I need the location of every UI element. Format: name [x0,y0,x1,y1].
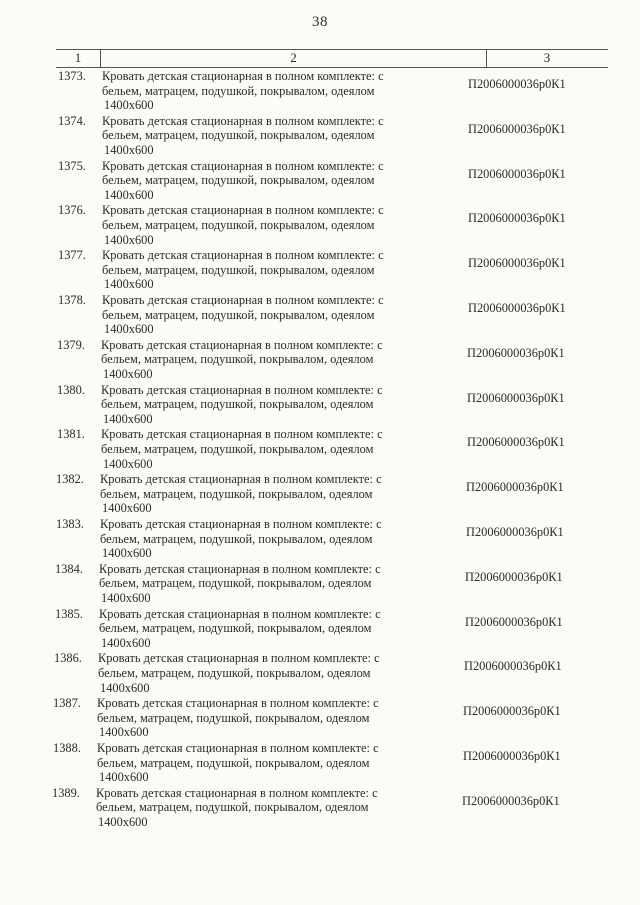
description-line-2: бельем, матрацем, подушкой, покрывалом, одеялом [102,262,375,277]
header-col-2: 2 [100,50,487,67]
description-line-2: бельем, матрацем, подушкой, покрывалом, одеялом [97,710,370,725]
table-row [0,67,640,112]
description-line-3: 1400х600 [104,232,154,247]
row-code: П2006000036р0К1 [462,793,560,808]
header-col-1: 1 [74,50,82,65]
description-line-1: Кровать детская стационарная в полном комплекте: с [102,69,384,83]
table-row [0,157,640,202]
row-code: П2006000036р0К1 [464,659,562,674]
table-row [0,739,640,784]
description-line-1: Кровать детская стационарная в полном комплекте: с [101,337,383,352]
row-number: 1383. [56,516,84,531]
row-code: П2006000036р0К1 [468,300,566,315]
row-code: П2006000036р0К1 [467,435,565,450]
description-line-2: бельем, матрацем, подушкой, покрывалом, одеялом [98,665,371,680]
row-description [99,607,419,651]
table-row [0,381,640,426]
description-line-1: Кровать детская стационарная в полном комплекте: с [102,248,384,263]
description-line-2: бельем, матрацем, подушкой, покрывалом, одеялом [101,441,374,456]
row-description [101,383,421,427]
description-line-1: Кровать детская стационарная в полном комплекте: с [100,472,382,487]
description-line-3: 1400х600 [99,725,149,740]
table-row [0,605,640,650]
row-code: П2006000036р0К1 [465,614,563,629]
row-description [102,203,422,247]
row-description [102,69,422,113]
description-line-2: бельем, матрацем, подушкой, покрывалом, одеялом [100,531,373,546]
description-line-2: бельем, матрацем, подушкой, покрывалом, одеялом [102,83,375,98]
description-line-2: бельем, матрацем, подушкой, покрывалом, одеялом [100,486,373,501]
row-description [102,293,422,337]
description-line-1: Кровать детская стационарная в полном комплекте: с [98,651,380,666]
description-line-1: Кровать детская стационарная в полном комплекте: с [102,113,384,128]
description-line-3: 1400х600 [103,366,153,381]
row-description [102,248,422,292]
row-code: П2006000036р0К1 [463,748,561,763]
description-line-2: бельем, матрацем, подушкой, покрывалом, одеялом [101,397,374,412]
row-number: 1382. [56,472,84,487]
description-line-2: бельем, матрацем, подушкой, покрывалом, одеялом [96,800,369,815]
table-row [0,560,640,605]
description-line-1: Кровать детская стационарная в полном комплекте: с [97,740,379,755]
row-description [101,338,421,382]
row-number: 1384. [55,561,83,576]
description-line-3: 1400х600 [102,501,152,516]
row-number: 1380. [57,382,85,397]
row-code: П2006000036р0К1 [466,524,564,539]
row-code: П2006000036р0К1 [467,390,565,405]
description-line-3: 1400х600 [99,770,149,785]
description-line-1: Кровать детская стационарная в полном комплекте: с [99,561,381,576]
description-line-3: 1400х600 [98,814,148,829]
row-number: 1378. [58,292,86,307]
row-description [96,786,416,830]
table-row [0,112,640,157]
row-code: П2006000036р0К1 [467,345,565,360]
row-code: П2006000036р0К1 [465,569,563,584]
row-description [99,562,419,606]
page-number: 38 [312,14,328,30]
row-number: 1386. [54,651,82,666]
table-row [0,425,640,470]
table-row [0,336,640,381]
row-number: 1385. [55,606,83,621]
row-number: 1387. [53,696,81,711]
table-row [0,246,640,291]
description-line-2: бельем, матрацем, подушкой, покрывалом, одеялом [102,128,375,143]
description-line-2: бельем, матрацем, подушкой, покрывалом, одеялом [99,576,372,591]
row-number: 1389. [52,785,80,800]
description-line-3: 1400х600 [104,277,154,292]
row-code: П2006000036р0К1 [468,256,566,271]
description-line-2: бельем, матрацем, подушкой, покрывалом, одеялом [102,173,375,188]
row-number: 1377. [58,248,86,263]
table-row [0,470,640,515]
row-code: П2006000036р0К1 [466,480,564,495]
description-line-1: Кровать детская стационарная в полном комплекте: с [97,696,379,711]
description-line-3: 1400х600 [101,635,151,650]
row-description [100,517,420,561]
description-line-3: 1400х600 [103,411,153,426]
row-code: П2006000036р0К1 [468,121,566,136]
row-description [100,472,420,516]
header-col-3: 3 [543,50,551,65]
row-description [101,427,421,471]
row-code: П2006000036р0К1 [468,166,566,181]
row-number: 1388. [53,740,81,755]
description-line-1: Кровать детская стационарная в полном комплекте: с [102,203,384,218]
row-description [97,741,417,785]
row-number: 1379. [57,337,85,352]
row-description [102,114,422,158]
description-line-1: Кровать детская стационарная в полном комплекте: с [102,292,384,307]
description-line-3: 1400х600 [104,187,154,202]
description-line-1: Кровать детская стационарная в полном комплекте: с [101,382,383,397]
description-line-1: Кровать детская стационарная в полном комплекте: с [99,606,381,621]
description-line-2: бельем, матрацем, подушкой, покрывалом, одеялом [97,755,370,770]
row-code: П2006000036р0К1 [463,704,561,719]
table-row [0,784,640,829]
row-description [102,159,422,203]
table-header [56,49,608,68]
table-row [0,649,640,694]
description-line-2: бельем, матрацем, подушкой, покрывалом, одеялом [99,621,372,636]
row-description [97,696,417,740]
row-code: П2006000036р0К1 [468,77,566,91]
description-line-2: бельем, матрацем, подушкой, покрывалом, одеялом [101,352,374,367]
description-line-2: бельем, матрацем, подушкой, покрывалом, одеялом [102,307,375,322]
row-number: 1381. [57,427,85,442]
row-code: П2006000036р0К1 [468,211,566,226]
table-row [0,291,640,336]
table-row [0,694,640,739]
description-line-2: бельем, матрацем, подушкой, покрывалом, одеялом [102,217,375,232]
description-line-3: 1400х600 [104,98,154,113]
row-number: 1376. [58,203,86,218]
description-line-3: 1400х600 [101,590,151,605]
description-line-3: 1400х600 [104,142,154,157]
table-row [0,515,640,560]
description-line-3: 1400х600 [104,322,154,337]
description-line-1: Кровать детская стационарная в полном комплекте: с [96,785,378,800]
row-number: 1373. [58,69,86,83]
description-line-3: 1400х600 [100,680,150,695]
row-number: 1374. [58,113,86,128]
description-line-1: Кровать детская стационарная в полном комплекте: с [102,158,384,173]
description-line-3: 1400х600 [102,546,152,561]
description-line-1: Кровать детская стационарная в полном комплекте: с [100,516,382,531]
row-description [98,651,418,695]
table-body [0,67,640,829]
description-line-1: Кровать детская стационарная в полном комплекте: с [101,427,383,442]
table-row [0,201,640,246]
row-number: 1375. [58,158,86,173]
description-line-3: 1400х600 [103,456,153,471]
